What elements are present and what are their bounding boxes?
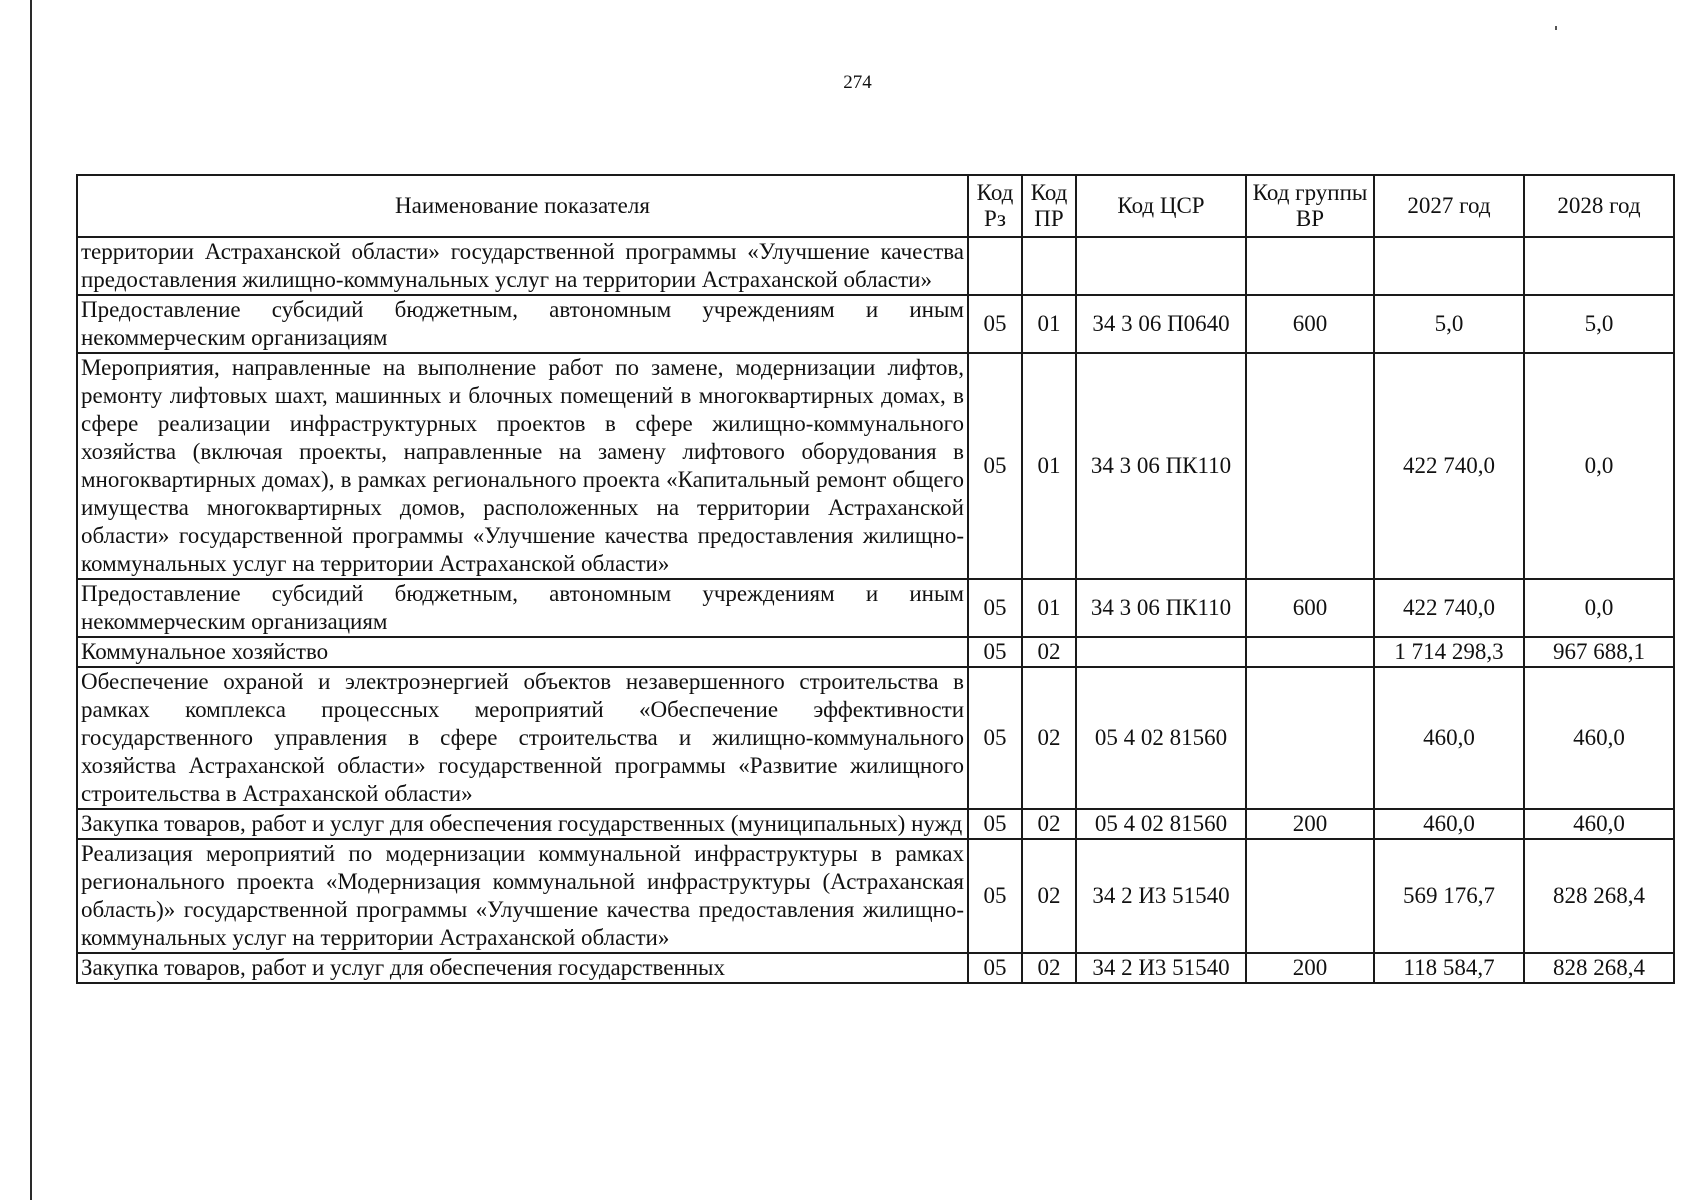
cell-pr: 02: [1022, 953, 1076, 983]
header-pr: Код ПР: [1022, 175, 1076, 237]
cell-vr: [1246, 637, 1374, 667]
header-name: Наименование показателя: [77, 175, 968, 237]
cell-rz: 05: [968, 953, 1022, 983]
cell-name: Коммунальное хозяйство: [77, 637, 968, 667]
cell-2028: 0,0: [1524, 353, 1674, 579]
cell-name: Реализация мероприятий по модернизации коммунальной инфраструктуры в рамках регионального проекта «Модернизация коммунальной инфраструктуры (Астраханская область)» государственной программы «Улучшение качества предоставления жилищно-коммунальных услуг на территории Астраханской области»: [77, 839, 968, 953]
cell-name: Предоставление субсидий бюджетным, автономным учреждениям и иным некоммерческим организациям: [77, 295, 968, 353]
cell-rz: 05: [968, 839, 1022, 953]
cell-vr: 600: [1246, 579, 1374, 637]
cell-2027: [1374, 237, 1524, 295]
cell-pr: 02: [1022, 667, 1076, 809]
cell-2028: 0,0: [1524, 579, 1674, 637]
cell-csr: 34 3 06 П0640: [1076, 295, 1246, 353]
cell-2028: [1524, 237, 1674, 295]
cell-vr: 200: [1246, 953, 1374, 983]
cell-vr: 200: [1246, 809, 1374, 839]
table-header-row: [77, 175, 1674, 237]
cell-2027: 569 176,7: [1374, 839, 1524, 953]
table-row: [77, 809, 1674, 839]
cell-2027: 422 740,0: [1374, 353, 1524, 579]
cell-pr: 01: [1022, 353, 1076, 579]
table-row: [77, 295, 1674, 353]
header-csr: Код ЦСР: [1076, 175, 1246, 237]
table-row: [77, 839, 1674, 953]
cell-csr: 34 2 И3 51540: [1076, 953, 1246, 983]
cell-pr: 02: [1022, 809, 1076, 839]
cell-2028: 828 268,4: [1524, 839, 1674, 953]
table-row: [77, 637, 1674, 667]
cell-name: Закупка товаров, работ и услуг для обеспечения государственных (муниципальных) нужд: [77, 809, 968, 839]
cell-2028: 967 688,1: [1524, 637, 1674, 667]
cell-csr: [1076, 237, 1246, 295]
cell-2028: 460,0: [1524, 809, 1674, 839]
cell-2027: 5,0: [1374, 295, 1524, 353]
cell-2027: 460,0: [1374, 809, 1524, 839]
cell-csr: 05 4 02 81560: [1076, 809, 1246, 839]
cell-rz: 05: [968, 637, 1022, 667]
budget-table: [76, 174, 1675, 984]
cell-2028: 5,0: [1524, 295, 1674, 353]
cell-csr: 34 2 И3 51540: [1076, 839, 1246, 953]
cell-pr: 02: [1022, 637, 1076, 667]
cell-vr: [1246, 667, 1374, 809]
cell-2027: 422 740,0: [1374, 579, 1524, 637]
cell-2028: 828 268,4: [1524, 953, 1674, 983]
table-row: [77, 953, 1674, 983]
cell-2027: 118 584,7: [1374, 953, 1524, 983]
header-vr: Код группы ВР: [1246, 175, 1374, 237]
binding-edge-line: [30, 0, 32, 1200]
cell-name: Закупка товаров, работ и услуг для обеспечения государственных: [77, 953, 968, 983]
cell-vr: [1246, 237, 1374, 295]
table-row: [77, 579, 1674, 637]
cell-csr: 05 4 02 81560: [1076, 667, 1246, 809]
header-2027: 2027 год: [1374, 175, 1524, 237]
cell-rz: [968, 237, 1022, 295]
cell-csr: [1076, 637, 1246, 667]
cell-rz: 05: [968, 353, 1022, 579]
cell-rz: 05: [968, 809, 1022, 839]
scan-speck: [1555, 26, 1557, 30]
cell-vr: [1246, 839, 1374, 953]
cell-rz: 05: [968, 667, 1022, 809]
cell-pr: 02: [1022, 839, 1076, 953]
header-2028: 2028 год: [1524, 175, 1674, 237]
table-row: [77, 353, 1674, 579]
cell-vr: 600: [1246, 295, 1374, 353]
cell-rz: 05: [968, 295, 1022, 353]
cell-csr: 34 3 06 ПК110: [1076, 353, 1246, 579]
cell-pr: [1022, 237, 1076, 295]
cell-name: Обеспечение охраной и электроэнергией объектов незавершенного строительства в рамках комплекса процессных мероприятий «Обеспечение эффективности государственного управления в сфере строительства и жилищно-коммунального хозяйства Астраханской области» государственной программы «Развитие жилищного строительства в Астраханской области»: [77, 667, 968, 809]
page-number: 274: [843, 72, 872, 93]
cell-2027: 1 714 298,3: [1374, 637, 1524, 667]
cell-rz: 05: [968, 579, 1022, 637]
header-rz: Код Рз: [968, 175, 1022, 237]
cell-csr: 34 3 06 ПК110: [1076, 579, 1246, 637]
cell-2028: 460,0: [1524, 667, 1674, 809]
cell-name: Мероприятия, направленные на выполнение работ по замене, модернизации лифтов, ремонту лифтовых шахт, машинных и блочных помещений в многоквартирных домах, в сфере реализации инфраструктурных проектов в сфере жилищно-коммунального хозяйства (включая проекты, направленные на замену лифтового оборудования в многоквартирных домах), в рамках регионального проекта «Капитальный ремонт общего имущества многоквартирных домов, расположенных на территории Астраханской области» государственной программы «Улучшение качества предоставления жилищно-коммунальных услуг на территории Астраханской области»: [77, 353, 968, 579]
cell-2027: 460,0: [1374, 667, 1524, 809]
cell-vr: [1246, 353, 1374, 579]
table-row: [77, 667, 1674, 809]
cell-name: Предоставление субсидий бюджетным, автономным учреждениям и иным некоммерческим организациям: [77, 579, 968, 637]
cell-pr: 01: [1022, 579, 1076, 637]
cell-pr: 01: [1022, 295, 1076, 353]
table-row: [77, 237, 1674, 295]
cell-name: территории Астраханской области» государственной программы «Улучшение качества предоставления жилищно-коммунальных услуг на территории Астраханской области»: [77, 237, 968, 295]
